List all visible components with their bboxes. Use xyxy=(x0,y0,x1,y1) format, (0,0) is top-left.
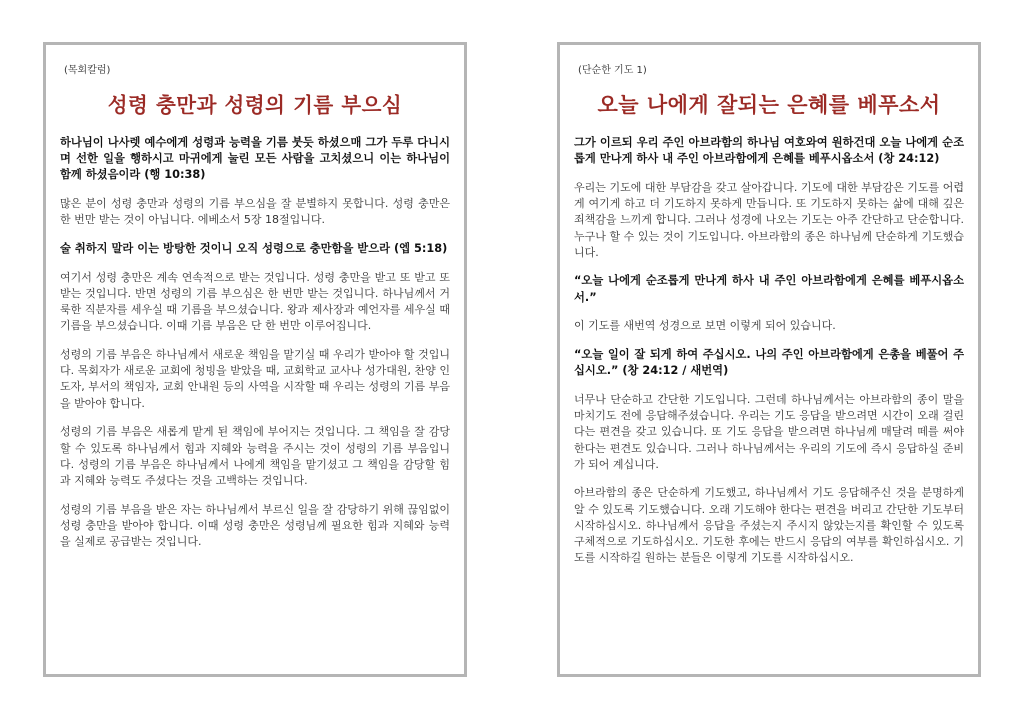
body-paragraph: 아브라함의 종은 단순하게 기도했고, 하나님께서 기도 응답해주신 것을 분명하게 알 수 있도록 기도했습니다. 오래 기도해야 한다는 편견을 버리고 간단한 기도부터 시작하십시오. 하나님께서 응답을 주셨는지 주시지 않았는지를 확인할 수 있도록 구체적으로 기도하십시오. 기도한 후에는 반드시 응답의 여부를 확인하십시오. 기도를 시작하길 원하는 분들은 이렇게 기도를 시작하십시오. xyxy=(574,486,964,565)
body-paragraph: 이 기도를 새번역 성경으로 보면 이렇게 되어 있습니다. xyxy=(574,319,836,333)
series-tag: (단순한 기도 1) xyxy=(578,65,647,76)
right-page xyxy=(557,42,981,677)
scripture-quote: 술 취하지 말라 이는 방탕한 것이니 오직 성령으로 충만함을 받으라 (엡 5:18) xyxy=(60,242,448,256)
body-paragraph: 성령의 기름 부음은 하나님께서 새로운 책임을 맡기실 때 우리가 받아야 할 것입니다. 목회자가 새로운 교회에 청빙을 받았을 때, 교회학교 교사나 성가대원, 찬양 인도자, 부서의 책임자, 교회 안내원 등의 사역을 시작할 때 우리는 성령의 기름 부음을 받아야 합니다. xyxy=(60,348,450,410)
body-paragraph: 성령의 기름 부음은 새롭게 맡게 된 책임에 부어지는 것입니다. 그 책임을 잘 감당할 수 있도록 하나님께서 힘과 지혜와 능력을 주시는 것이 성령의 기름 부음입니다. 성령의 기름 부음은 하나님께서 나에게 책임을 맡기셨고 그 책임을 감당할 힘과 지혜와 능력도 주셨다는 것을 고백하는 것입니다. xyxy=(60,425,450,487)
body-paragraph: 여기서 성령 충만은 계속 연속적으로 받는 것입니다. 성령 충만을 받고 또 받고 또 받는 것입니다. 반면 성령의 기름 부으심은 한 번만 받는 것입니다. 하나님께서 거룩한 직분자를 세우실 때 기름을 부으셨습니다. 왕과 제사장과 예언자를 세우실 때 기름을 부으셨습니다. 이때 기름 부음은 단 한 번만 이루어집니다. xyxy=(60,270,450,333)
left-page xyxy=(43,42,467,677)
prayer-quote: “오늘 일이 잘 되게 하여 주십시오. 나의 주인 아브라함에게 은총을 베풀어 주십시오.” (창 24:12 / 새번역) xyxy=(574,348,964,378)
body-paragraph: 너무나 단순하고 간단한 기도입니다. 그런데 하나님께서는 아브라함의 종이 말을 마치기도 전에 응답해주셨습니다. 우리는 기도 응답을 받으려면 시간이 오래 걸린다는 편견을 갖고 있습니다. 또 기도 응답을 받으려면 하나님께 매달려 떼를 써야 한다는 편견도 있습니다. 그러나 하나님께서는 우리의 기도에 즉시 응답하실 준비가 되어 계십니다. xyxy=(574,392,964,471)
column-tag: (목회칼럼) xyxy=(64,65,111,76)
page-title: 오늘 나에게 잘되는 은혜를 베푸소서 xyxy=(597,93,941,117)
body-paragraph: 성령의 기름 부음을 받은 자는 하나님께서 부르신 일을 잘 감당하기 위해 끊임없이 성령 충만을 받아야 합니다. 이때 성령 충만은 성령님께 필요한 힘과 지혜와 능력을 실제로 공급받는 것입니다. xyxy=(60,502,450,549)
page-title: 성령 충만과 성령의 기름 부으심 xyxy=(107,93,403,117)
body-paragraph: 많은 분이 성령 충만과 성령의 기름 부으심을 잘 분별하지 못합니다. 성령 충만은 한 번만 받는 것이 아닙니다. 에베소서 5장 18절입니다. xyxy=(60,197,450,227)
body-paragraph: 우리는 기도에 대한 부담감을 갖고 살아갑니다. 기도에 대한 부담감은 기도를 어렵게 여기게 하고 더 기도하지 못하게 만듭니다. 또 기도하지 못하는 삶에 대해 깊은 죄책감을 느끼게 합니다. 그러나 성경에 나오는 기도는 아주 간단하고 단순합니다. 누구나 할 수 있는 것이 기도입니다. 아브라함의 종은 하나님께 단순하게 기도했습니다. xyxy=(574,180,964,259)
scripture-quote: 하나님이 나사렛 예수에게 성령과 능력을 기름 붓듯 하셨으매 그가 두루 다니시며 선한 일을 행하시고 마귀에게 눌린 모든 사람을 고치셨으니 이는 하나님이 함께 하셨음이라 (행 10:38) xyxy=(60,136,450,182)
prayer-quote: “오늘 나에게 순조롭게 만나게 하사 내 주인 아브라함에게 은혜를 베푸시옵소서.” xyxy=(574,274,964,304)
scripture-quote: 그가 이르되 우리 주인 아브라함의 하나님 여호와여 원하건대 오늘 나에게 순조롭게 만나게 하사 내 주인 아브라함에게 은혜를 베푸시옵소서 (창 24:12) xyxy=(574,136,964,166)
